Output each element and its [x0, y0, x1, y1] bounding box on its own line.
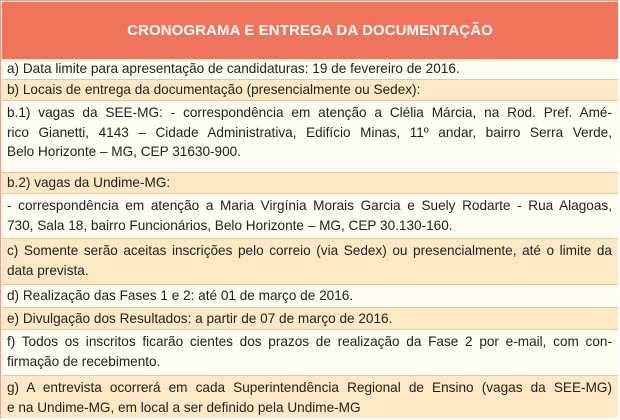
- row-a-line-1: a) Data limite para apresentação de candidaturas: 19 de fevereiro de 2016.: [7, 61, 460, 76]
- row-g-line-2: e na Undime-MG, em local a ser definido pela Undime-MG: [7, 399, 361, 415]
- row-b2-line-1: b.2) vagas da Undime-MG:: [7, 175, 171, 190]
- row-g: [2, 376, 618, 418]
- row-b1-line-2: rico Gianetti, 4143 – Cidade Administrativa, Edifício Minas, 11º andar, bairro Serra Verde,: [7, 124, 612, 140]
- row-c-line-1: c) Somente serão aceitas inscrições pelo correio (via Sedex) ou presencialmente, até o limite da: [7, 243, 612, 258]
- row-b1: [2, 101, 618, 173]
- row-b2-address-line-2: 730, Sala 18, bairro Funcionários, Belo Horizonte – MG, CEP 30.130-160.: [7, 217, 453, 233]
- row-b: [2, 80, 618, 101]
- row-e-line-1: e) Divulgação dos Resultados: a partir de 07 de março de 2016.: [7, 311, 393, 326]
- row-b2-address: [2, 194, 618, 239]
- row-a: [2, 59, 618, 80]
- row-c: [2, 239, 618, 285]
- row-b1-line-3: Belo Horizonte – MG, CEP 31630-900.: [7, 144, 241, 159]
- row-b2: [2, 173, 618, 194]
- row-b-line-1: b) Locais de entrega da documentação (presencialmente ou Sedex):: [7, 82, 421, 97]
- row-f-line-2: firmação de recebimento.: [7, 353, 161, 369]
- row-b2-address-line-1: - correspondência em atenção a Maria Virgínia Morais Garcia e Suely Rodarte - Rua Alagoas,: [7, 198, 612, 213]
- row-f: [2, 330, 618, 376]
- row-f-line-1: f) Todos os inscritos ficarão cientes dos prazos de realização da Fase 2 por e-mail, com con-: [7, 334, 612, 349]
- row-d: [2, 285, 618, 308]
- row-d-line-1: d) Realização das Fases 1 e 2: até 01 de março de 2016.: [7, 288, 354, 303]
- row-g-line-1: g) A entrevista ocorrerá em cada Superintendência Regional de Ensino (vagas da SEE-MG): [7, 380, 612, 395]
- table-title: CRONOGRAMA E ENTREGA DA DOCUMENTAÇÃO: [2, 2, 618, 59]
- row-e: [2, 308, 618, 330]
- row-b1-line-1: b.1) vagas da SEE-MG: - correspondência em atenção a Clélia Márcia, na Rod. Pref. Amé-: [7, 105, 612, 120]
- row-c-line-2: data prevista.: [7, 262, 89, 278]
